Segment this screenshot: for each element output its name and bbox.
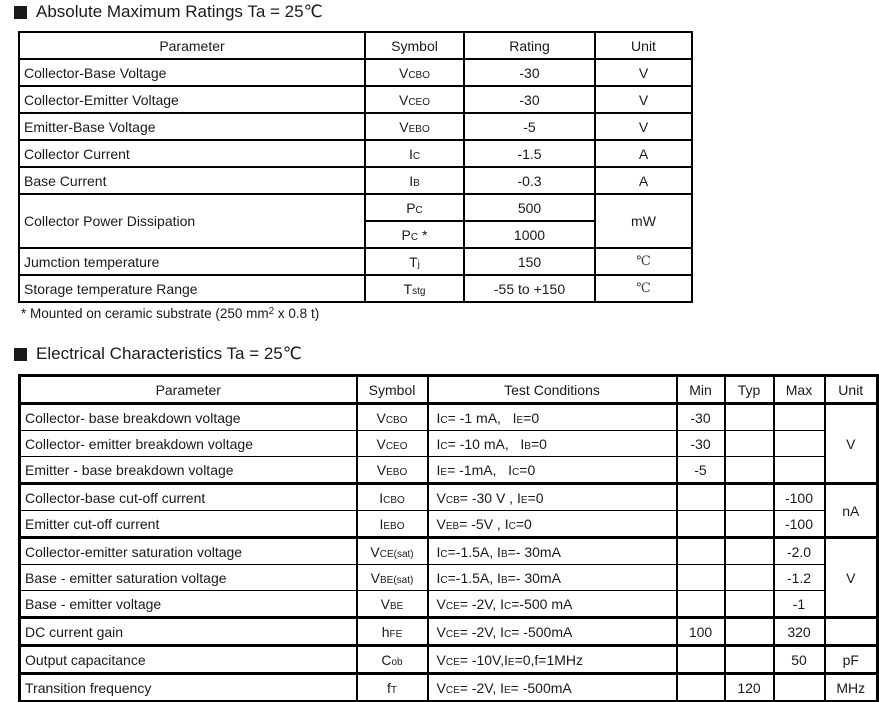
table-row <box>19 194 692 221</box>
cond-cell: VCE= -2V, IE= -500mA <box>428 674 677 702</box>
unit-cell: V <box>595 59 692 86</box>
param-cell: Base Current <box>19 167 365 194</box>
section-bullet-icon <box>14 348 27 361</box>
max-cell <box>774 457 825 484</box>
max-cell: -100 <box>774 484 825 511</box>
param-cell: Collector- base breakdown voltage <box>20 404 357 431</box>
unit-cell: mW <box>595 194 692 248</box>
table-row <box>19 167 692 194</box>
table-row <box>19 248 692 275</box>
cond-cell: IC=-1.5A, IB=- 30mA <box>428 565 677 591</box>
max-cell: -2.0 <box>774 538 825 565</box>
amr-table <box>18 31 693 303</box>
param-cell: Collector-Base Voltage <box>19 59 365 86</box>
symbol-cell: Cob <box>357 646 428 674</box>
symbol-cell: Tstg <box>365 275 464 302</box>
table-row <box>20 404 878 431</box>
param-cell: Output capacitance <box>20 646 357 674</box>
typ-cell: 120 <box>725 674 774 702</box>
cond-cell: VCE= -2V, IC=-500 mA <box>428 591 677 618</box>
unit-cell: MHz <box>825 674 878 702</box>
param-cell: Storage temperature Range <box>19 275 365 302</box>
typ-cell <box>725 538 774 565</box>
param-cell: Transition frequency <box>20 674 357 702</box>
ec-header-symbol: Symbol <box>357 376 428 404</box>
rating-cell: -0.3 <box>464 167 595 194</box>
min-cell <box>677 511 725 538</box>
max-cell: -100 <box>774 511 825 538</box>
min-cell <box>677 591 725 618</box>
amr-header-row <box>19 32 692 59</box>
rating-cell: 150 <box>464 248 595 275</box>
cond-cell: IC= -1 mA, IE=0 <box>428 404 677 431</box>
typ-cell <box>725 646 774 674</box>
amr-footnote: * Mounted on ceramic substrate (250 $mm^2$ x 0.8 t) <box>21 306 320 321</box>
ec-header-min: Min <box>677 376 725 404</box>
typ-cell <box>725 618 774 646</box>
typ-cell <box>725 484 774 511</box>
max-cell: -1 <box>774 591 825 618</box>
typ-cell <box>725 565 774 591</box>
rating-cell: -30 <box>464 59 595 86</box>
min-cell: -30 <box>677 431 725 457</box>
symbol-cell: hFE <box>357 618 428 646</box>
max-cell <box>774 431 825 457</box>
amr-title-text: Absolute Maximum Ratings Ta = 25℃ <box>36 2 323 21</box>
table-row <box>20 484 878 511</box>
rating-cell: -1.5 <box>464 140 595 167</box>
param-cell: Collector-Emitter Voltage <box>19 86 365 113</box>
symbol-cell: ICBO <box>357 484 428 511</box>
symbol-cell: VCE(sat) <box>357 538 428 565</box>
param-cell: Base - emitter saturation voltage <box>20 565 357 591</box>
min-cell <box>677 565 725 591</box>
unit-cell <box>825 618 878 646</box>
param-cell: Jumction temperature <box>19 248 365 275</box>
rating-cell: 500 <box>464 194 595 221</box>
symbol-cell: IC <box>365 140 464 167</box>
unit-cell: pF <box>825 646 878 674</box>
param-cell: Collector-emitter saturation voltage <box>20 538 357 565</box>
max-cell: 320 <box>774 618 825 646</box>
ec-table <box>18 374 879 702</box>
param-cell: Collector Current <box>19 140 365 167</box>
symbol-cell: VEBO <box>357 457 428 484</box>
symbol-cell: fT <box>357 674 428 702</box>
cond-cell: VCB= -30 V , IE=0 <box>428 484 677 511</box>
amr-header-symbol: Symbol <box>365 32 464 59</box>
unit-cell: ℃ <box>595 248 692 275</box>
symbol-cell: PC * <box>365 221 464 248</box>
unit-cell: V <box>595 113 692 140</box>
amr-header-rating: Rating <box>464 32 595 59</box>
rating-cell: 1000 <box>464 221 595 248</box>
symbol-cell: PC <box>365 194 464 221</box>
symbol-cell: VBE <box>357 591 428 618</box>
ec-header-row <box>20 376 878 404</box>
symbol-cell: VCBO <box>357 404 428 431</box>
unit-cell: A <box>595 140 692 167</box>
amr-header-unit: Unit <box>595 32 692 59</box>
max-cell <box>774 404 825 431</box>
ec-section-title <box>14 344 302 364</box>
cond-cell: IE= -1mA, IC=0 <box>428 457 677 484</box>
unit-cell: nA <box>825 484 878 538</box>
ec-header-typ: Typ <box>725 376 774 404</box>
param-cell: Base - emitter voltage <box>20 591 357 618</box>
ec-title-text: Electrical Characteristics Ta = 25℃ <box>36 344 302 363</box>
symbol-cell: VBE(sat) <box>357 565 428 591</box>
symbol-cell: VCEO <box>365 86 464 113</box>
ec-header-unit: Unit <box>825 376 878 404</box>
typ-cell <box>725 511 774 538</box>
max-cell: -1.2 <box>774 565 825 591</box>
table-row <box>19 113 692 140</box>
param-cell: DC current gain <box>20 618 357 646</box>
min-cell: -5 <box>677 457 725 484</box>
table-row <box>19 275 692 302</box>
symbol-cell: VCEO <box>357 431 428 457</box>
symbol-cell: Tj <box>365 248 464 275</box>
ec-header-test-conditions: Test Conditions <box>428 376 677 404</box>
param-cell: Emitter-Base Voltage <box>19 113 365 140</box>
symbol-cell: IB <box>365 167 464 194</box>
cond-cell: VCE= -2V, IC= -500mA <box>428 618 677 646</box>
table-row <box>20 431 878 457</box>
table-row <box>19 86 692 113</box>
table-row <box>20 511 878 538</box>
table-row <box>20 591 878 618</box>
max-cell: 50 <box>774 646 825 674</box>
rating-cell: -5 <box>464 113 595 140</box>
typ-cell <box>725 457 774 484</box>
max-cell <box>774 674 825 702</box>
rating-cell: -30 <box>464 86 595 113</box>
table-row <box>19 140 692 167</box>
param-cell: Emitter - base breakdown voltage <box>20 457 357 484</box>
typ-cell <box>725 431 774 457</box>
typ-cell <box>725 591 774 618</box>
symbol-cell: VEBO <box>365 113 464 140</box>
typ-cell <box>725 404 774 431</box>
section-bullet-icon <box>14 6 27 19</box>
amr-section-title <box>14 2 323 22</box>
cond-cell: IC=-1.5A, IB=- 30mA <box>428 538 677 565</box>
symbol-cell: IEBO <box>357 511 428 538</box>
param-cell: Collector-base cut-off current <box>20 484 357 511</box>
amr-header-parameter: Parameter <box>19 32 365 59</box>
unit-cell: A <box>595 167 692 194</box>
rating-cell: -55 to +150 <box>464 275 595 302</box>
table-row <box>20 538 878 565</box>
table-row <box>19 59 692 86</box>
min-cell <box>677 674 725 702</box>
min-cell <box>677 646 725 674</box>
unit-cell: V <box>825 404 878 484</box>
ec-header-parameter: Parameter <box>20 376 357 404</box>
unit-cell: V <box>595 86 692 113</box>
min-cell: 100 <box>677 618 725 646</box>
min-cell <box>677 538 725 565</box>
cond-cell: VEB= -5V , IC=0 <box>428 511 677 538</box>
table-row <box>20 457 878 484</box>
min-cell <box>677 484 725 511</box>
cond-cell: IC= -10 mA, IB=0 <box>428 431 677 457</box>
unit-cell: V <box>825 538 878 618</box>
param-cell: Emitter cut-off current <box>20 511 357 538</box>
table-row <box>20 618 878 646</box>
symbol-cell: VCBO <box>365 59 464 86</box>
ec-header-max: Max <box>774 376 825 404</box>
cond-cell: VCE= -10V,IE=0,f=1MHz <box>428 646 677 674</box>
table-row <box>20 646 878 674</box>
table-row <box>20 565 878 591</box>
param-cell: Collector- emitter breakdown voltage <box>20 431 357 457</box>
param-cell: Collector Power Dissipation <box>19 194 365 248</box>
min-cell: -30 <box>677 404 725 431</box>
unit-cell: ℃ <box>595 275 692 302</box>
table-row <box>20 674 878 702</box>
